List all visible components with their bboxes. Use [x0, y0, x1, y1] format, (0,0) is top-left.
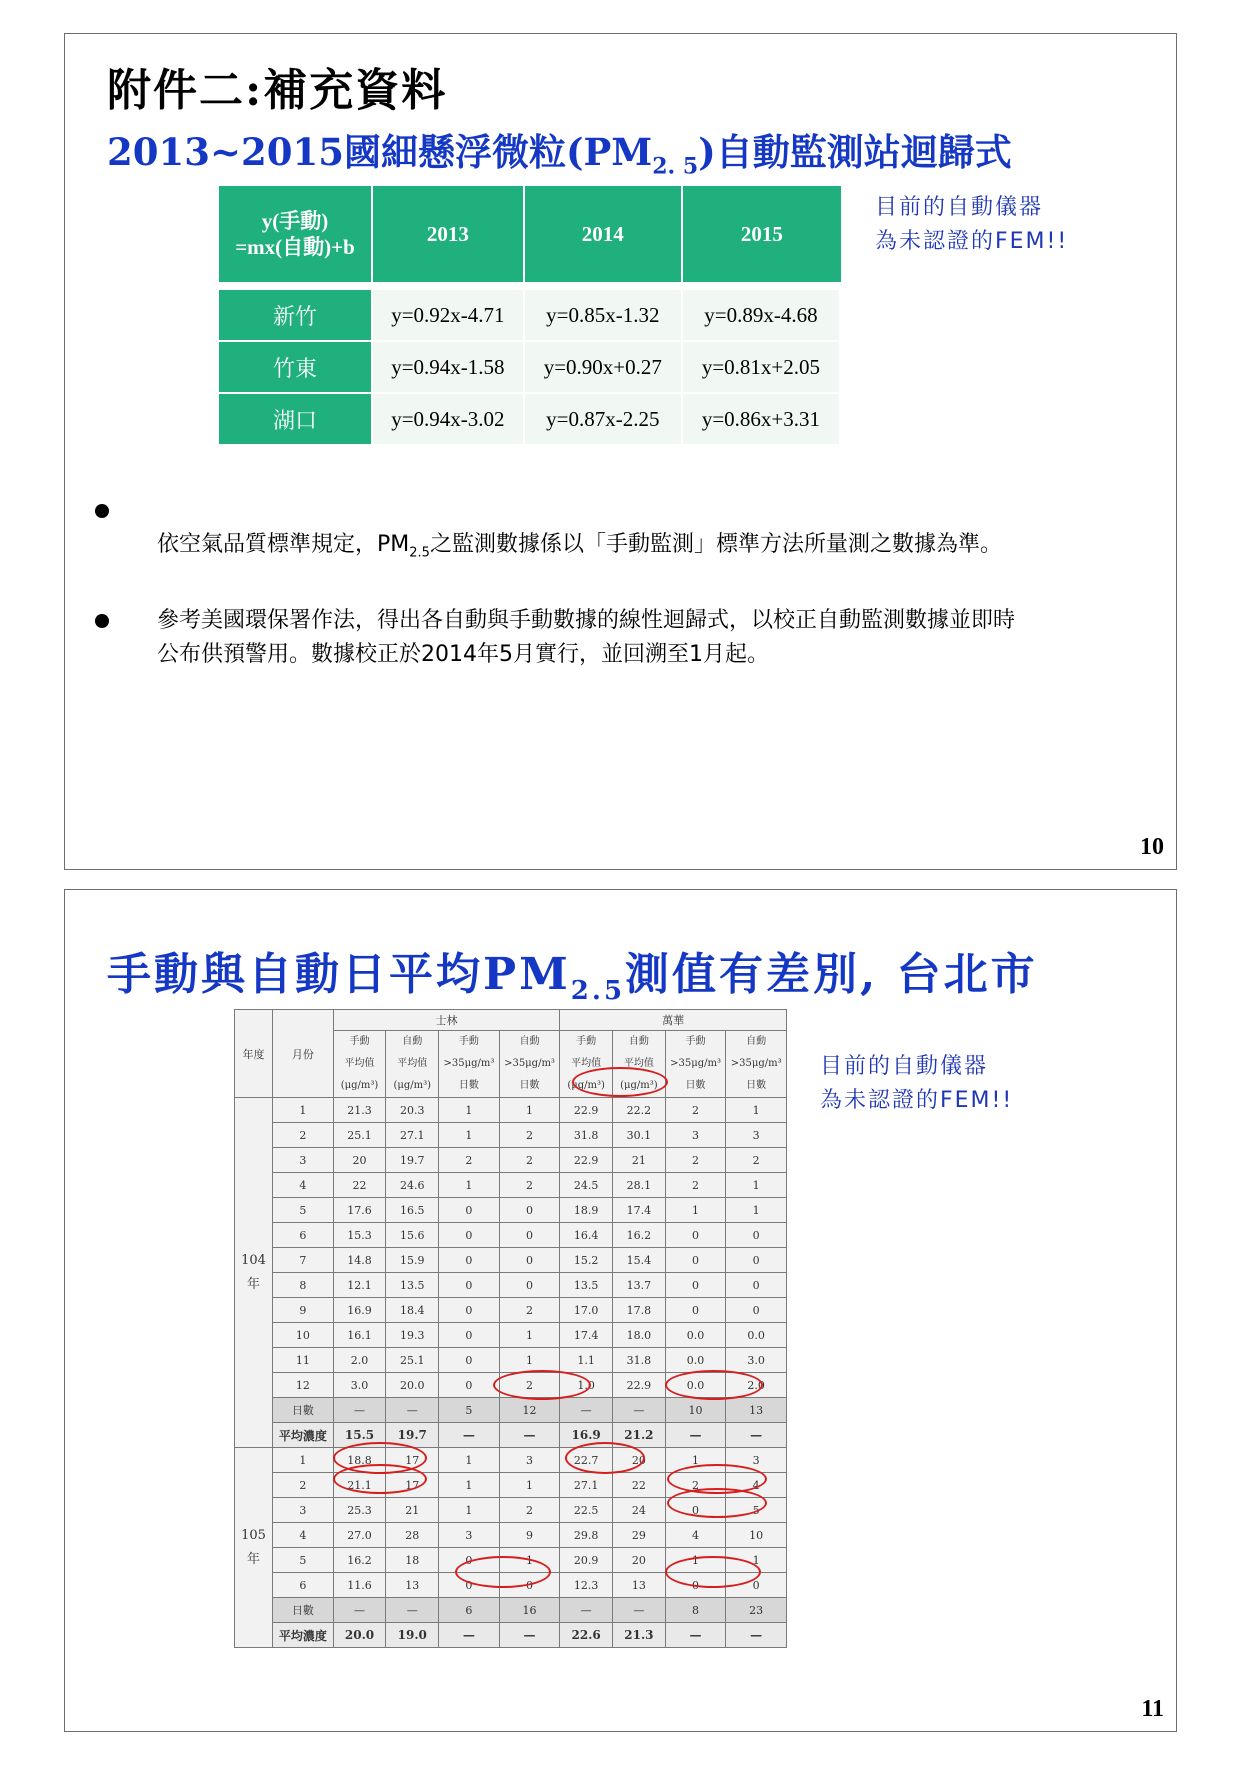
table-cell: 1	[726, 1173, 787, 1198]
table-cell: 13	[726, 1398, 787, 1423]
table-cell: 5	[726, 1498, 787, 1523]
sub-header: 手動 平均值 (μg/m³)	[333, 1031, 386, 1098]
table-cell: 24	[613, 1498, 666, 1523]
bullet-dot-icon	[95, 614, 109, 628]
table-cell: 2	[499, 1298, 560, 1323]
table-cell: 0	[665, 1248, 726, 1273]
month-cell: 6	[273, 1573, 334, 1598]
month-cell: 3	[273, 1498, 334, 1523]
table-cell: 18.8	[333, 1448, 386, 1473]
table-cell: 17.4	[560, 1323, 613, 1348]
table-cell: 1	[665, 1448, 726, 1473]
table-cell: —	[665, 1423, 726, 1448]
table-cell: 4	[665, 1523, 726, 1548]
table-cell: 1	[439, 1123, 500, 1148]
table-row	[235, 1548, 787, 1573]
table-header-2015: 2015	[683, 186, 841, 282]
table-header-2013: 2013	[373, 186, 525, 282]
table-cell: 2	[665, 1148, 726, 1173]
table-cell: —	[499, 1423, 560, 1448]
table-cell: —	[439, 1623, 500, 1648]
table-cell: —	[726, 1423, 787, 1448]
sub-header: 自動 >35μg/m³ 日數	[499, 1031, 560, 1098]
fem-note: 目前的自動儀器 為未認證的FEM!!	[875, 195, 1069, 254]
table-cell: 3	[726, 1123, 787, 1148]
table-cell: 20.9	[560, 1548, 613, 1573]
table-cell: 1	[439, 1173, 500, 1198]
table-cell: 21.3	[613, 1623, 666, 1648]
station-header-shilin: 士林	[333, 1010, 560, 1031]
average-row	[235, 1623, 787, 1648]
table-cell: 0.0	[726, 1323, 787, 1348]
table-cell: 16.1	[333, 1323, 386, 1348]
table-cell: 18.0	[613, 1323, 666, 1348]
table-row	[235, 1498, 787, 1523]
table-cell: 25.3	[333, 1498, 386, 1523]
month-cell: 2	[273, 1123, 334, 1148]
table-cell: —	[386, 1398, 439, 1423]
table-cell: 0	[439, 1323, 500, 1348]
table-cell: 0	[726, 1273, 787, 1298]
table-row	[235, 1448, 787, 1473]
table-cell: 15.3	[333, 1223, 386, 1248]
table-row	[219, 394, 841, 446]
month-cell: 1	[273, 1448, 334, 1473]
table-cell: 17.8	[613, 1298, 666, 1323]
table-cell: 5	[439, 1398, 500, 1423]
table-cell: 16.9	[560, 1423, 613, 1448]
bullet-item-2	[95, 604, 1095, 724]
table-cell: y=0.81x+2.05	[683, 342, 841, 394]
station-label: 竹東	[219, 342, 373, 394]
sub-header: 手動 >35μg/m³ 日數	[665, 1031, 726, 1098]
table-cell: —	[560, 1398, 613, 1423]
table-cell: 15.6	[386, 1223, 439, 1248]
table-cell: y=0.87x-2.25	[525, 394, 683, 446]
table-cell: —	[333, 1398, 386, 1423]
table-cell: 19.3	[386, 1323, 439, 1348]
table-cell: 1	[726, 1198, 787, 1223]
table-cell: 13	[613, 1573, 666, 1598]
year-cell: 105 年	[235, 1448, 273, 1648]
slide-subtitle: 2013~2015國細懸浮微粒$(PM_{2. 5})$自動監測站迴歸式	[107, 130, 1012, 180]
table-cell: 1	[665, 1198, 726, 1223]
table-row	[235, 1148, 787, 1173]
table-cell: 0	[499, 1223, 560, 1248]
table-cell: y=0.90x+0.27	[525, 342, 683, 394]
table-row	[219, 290, 841, 342]
table-cell: 2	[499, 1123, 560, 1148]
table-cell: 0.0	[665, 1323, 726, 1348]
table-cell: 1	[499, 1098, 560, 1123]
table-cell: 21	[613, 1148, 666, 1173]
table-cell: 0	[439, 1298, 500, 1323]
table-cell: 0	[439, 1573, 500, 1598]
table-cell: 22.5	[560, 1498, 613, 1523]
sub-header: 手動 平均值 (μg/m³)	[560, 1031, 613, 1098]
table-cell: y=0.85x-1.32	[525, 290, 683, 342]
table-cell: 0	[499, 1198, 560, 1223]
bullet-item-1	[95, 494, 1095, 614]
table-cell: 15.4	[613, 1248, 666, 1273]
table-row	[235, 1198, 787, 1223]
table-cell: 1	[499, 1473, 560, 1498]
table-cell: 14.8	[333, 1248, 386, 1273]
table-row	[235, 1323, 787, 1348]
table-cell: 4	[726, 1473, 787, 1498]
table-cell: 0	[726, 1298, 787, 1323]
table-cell: 21.2	[613, 1423, 666, 1448]
month-cell: 5	[273, 1548, 334, 1573]
table-cell: 2.0	[333, 1348, 386, 1373]
table-cell: 0	[439, 1223, 500, 1248]
table-cell: 21.3	[333, 1098, 386, 1123]
station-label: 新竹	[219, 290, 373, 342]
table-row	[235, 1098, 787, 1123]
slide-11	[64, 889, 1177, 1732]
sub-header: 自動 >35μg/m³ 日數	[726, 1031, 787, 1098]
table-cell: 9	[499, 1523, 560, 1548]
table-cell: 24.5	[560, 1173, 613, 1198]
page-number: 11	[1141, 1696, 1164, 1722]
month-cell: 9	[273, 1298, 334, 1323]
table-cell: 15.5	[333, 1423, 386, 1448]
table-cell: 0	[665, 1298, 726, 1323]
table-row	[235, 1173, 787, 1198]
table-row	[235, 1473, 787, 1498]
table-cell: y=0.94x-1.58	[373, 342, 525, 394]
table-cell: 22.9	[560, 1148, 613, 1173]
table-cell: 31.8	[613, 1348, 666, 1373]
table-cell: 0	[665, 1573, 726, 1598]
table-header-2014: 2014	[525, 186, 683, 282]
slide-title: 附件二:補充資料	[107, 65, 448, 116]
table-cell: 2	[499, 1373, 560, 1398]
table-cell: 27.1	[560, 1473, 613, 1498]
table-cell: 1	[726, 1098, 787, 1123]
table-cell: 17	[386, 1473, 439, 1498]
sub-header: 自動 平均值 (μg/m³)	[613, 1031, 666, 1098]
regression-table	[219, 186, 841, 446]
table-cell: 17.0	[560, 1298, 613, 1323]
table-cell: 0.0	[665, 1373, 726, 1398]
table-cell: 0	[439, 1198, 500, 1223]
table-cell: 31.8	[560, 1123, 613, 1148]
table-cell: —	[386, 1598, 439, 1623]
table-row	[235, 1523, 787, 1548]
table-cell: 0	[665, 1498, 726, 1523]
table-cell: 3	[726, 1448, 787, 1473]
table-cell: 23	[726, 1598, 787, 1623]
table-cell: 8	[665, 1598, 726, 1623]
month-cell: 11	[273, 1348, 334, 1373]
table-cell: 1.1	[560, 1348, 613, 1373]
table-cell: —	[333, 1598, 386, 1623]
table-cell: —	[560, 1598, 613, 1623]
month-cell: 7	[273, 1248, 334, 1273]
fem-note: 目前的自動儀器 為未認證的FEM!!	[820, 1054, 1014, 1113]
table-cell: 0.0	[665, 1348, 726, 1373]
row-label: 日數	[273, 1598, 334, 1623]
table-cell: 2	[499, 1148, 560, 1173]
bullet-text: 參考美國環保署作法，得出各自動與手動數據的線性迴歸式，以校正自動監測數據並即時公布供預警用。數據校正於2014年5月實行，並回溯至1月起。	[157, 608, 1016, 667]
table-cell: 0	[439, 1248, 500, 1273]
table-cell: 21	[386, 1498, 439, 1523]
station-label: 湖口	[219, 394, 373, 446]
table-cell: 22.9	[560, 1098, 613, 1123]
table-cell: 0	[439, 1548, 500, 1573]
table-cell: 16.5	[386, 1198, 439, 1223]
table-cell: 0	[726, 1573, 787, 1598]
table-cell: —	[726, 1623, 787, 1648]
table-cell: 16.4	[560, 1223, 613, 1248]
bullet-text: 依空氣品質標準規定，$PM_{2.5}$之監測數據係以「手動監測」標準方法所量測之數據為準。	[157, 532, 1002, 561]
table-cell: 0	[499, 1248, 560, 1273]
table-cell: y=0.94x-3.02	[373, 394, 525, 446]
table-cell: 17.4	[613, 1198, 666, 1223]
table-cell: 11.6	[333, 1573, 386, 1598]
table-cell: —	[665, 1623, 726, 1648]
slide-10	[64, 33, 1177, 870]
table-row	[235, 1123, 787, 1148]
table-cell: 2	[499, 1498, 560, 1523]
table-cell: 2	[726, 1148, 787, 1173]
table-cell: 29.8	[560, 1523, 613, 1548]
station-header-wanhua: 萬華	[560, 1010, 787, 1031]
table-cell: 0	[726, 1223, 787, 1248]
table-cell: 20	[613, 1548, 666, 1573]
table-cell: 12	[499, 1398, 560, 1423]
table-cell: 10	[665, 1398, 726, 1423]
table-cell: 22.7	[560, 1448, 613, 1473]
table-cell: 3	[499, 1448, 560, 1473]
table-cell: 10	[726, 1523, 787, 1548]
table-cell: 20.0	[386, 1373, 439, 1398]
table-cell: 20	[613, 1448, 666, 1473]
table-cell: 1.0	[560, 1373, 613, 1398]
table-cell: 22.2	[613, 1098, 666, 1123]
table-header-formula: y(手動) =mx(自動)+b	[219, 186, 373, 282]
table-cell: 20.0	[333, 1623, 386, 1648]
table-cell: 25.1	[386, 1348, 439, 1373]
table-cell: 17	[386, 1448, 439, 1473]
month-cell: 8	[273, 1273, 334, 1298]
table-cell: 28	[386, 1523, 439, 1548]
month-cell: 1	[273, 1098, 334, 1123]
table-cell: 17.6	[333, 1198, 386, 1223]
table-cell: 16.2	[333, 1548, 386, 1573]
table-cell: 22	[333, 1173, 386, 1198]
table-cell: 12.1	[333, 1273, 386, 1298]
month-cell: 4	[273, 1173, 334, 1198]
table-cell: 1	[499, 1548, 560, 1573]
table-cell: 1	[665, 1548, 726, 1573]
count-row	[235, 1398, 787, 1423]
row-label: 平均濃度	[273, 1423, 334, 1448]
table-cell: 25.1	[333, 1123, 386, 1148]
table-cell: 2	[499, 1173, 560, 1198]
page-number: 10	[1140, 834, 1164, 860]
sub-header: 手動 >35μg/m³ 日數	[439, 1031, 500, 1098]
table-cell: 20.3	[386, 1098, 439, 1123]
table-cell: —	[439, 1423, 500, 1448]
table-cell: 13.5	[386, 1273, 439, 1298]
table-cell: 2	[439, 1148, 500, 1173]
slide-title: 手動與自動日平均$PM_{2.5}$測值有差別, 台北市	[107, 949, 1038, 1006]
table-cell: 0	[499, 1273, 560, 1298]
table-cell: 15.2	[560, 1248, 613, 1273]
table-cell: 1	[726, 1548, 787, 1573]
table-cell: 30.1	[613, 1123, 666, 1148]
table-cell: 16	[499, 1598, 560, 1623]
table-cell: 28.1	[613, 1173, 666, 1198]
table-cell: 3	[439, 1523, 500, 1548]
table-cell: —	[613, 1398, 666, 1423]
table-cell: 15.9	[386, 1248, 439, 1273]
table-cell: 1	[439, 1473, 500, 1498]
table-cell: 16.9	[333, 1298, 386, 1323]
table-cell: 29	[613, 1523, 666, 1548]
count-row	[235, 1598, 787, 1623]
table-row	[235, 1273, 787, 1298]
table-row	[235, 1298, 787, 1323]
table-cell: 1	[499, 1323, 560, 1348]
table-cell: 21.1	[333, 1473, 386, 1498]
table-cell: 0	[439, 1273, 500, 1298]
table-cell: 2.0	[726, 1373, 787, 1398]
pm25-comparison-table	[234, 1009, 787, 1648]
table-cell: 13	[386, 1573, 439, 1598]
table-cell: 22.6	[560, 1623, 613, 1648]
table-cell: 27.0	[333, 1523, 386, 1548]
table-cell: 1	[439, 1098, 500, 1123]
table-cell: —	[613, 1598, 666, 1623]
table-row	[235, 1373, 787, 1398]
month-cell: 5	[273, 1198, 334, 1223]
table-cell: 13.5	[560, 1273, 613, 1298]
table-cell: 16.2	[613, 1223, 666, 1248]
sub-header: 自動 平均值 (μg/m³)	[386, 1031, 439, 1098]
year-cell: 104 年	[235, 1098, 273, 1448]
table-row	[235, 1348, 787, 1373]
bullet-dot-icon	[95, 504, 109, 518]
table-row	[235, 1573, 787, 1598]
table-cell: 3	[665, 1123, 726, 1148]
month-cell: 2	[273, 1473, 334, 1498]
table-cell: y=0.86x+3.31	[683, 394, 841, 446]
table-cell: 19.7	[386, 1423, 439, 1448]
table-cell: 1	[439, 1498, 500, 1523]
table-cell: 2	[665, 1473, 726, 1498]
table-cell: 6	[439, 1598, 500, 1623]
table-cell: 18.9	[560, 1198, 613, 1223]
table-cell: 18	[386, 1548, 439, 1573]
table-cell: 3.0	[333, 1373, 386, 1398]
table-cell: 0	[499, 1573, 560, 1598]
table-cell: 0	[439, 1348, 500, 1373]
table-cell: 22.9	[613, 1373, 666, 1398]
table-cell: 0	[665, 1273, 726, 1298]
average-row	[235, 1423, 787, 1448]
table-row	[219, 342, 841, 394]
table-cell: —	[499, 1623, 560, 1648]
table-row	[235, 1248, 787, 1273]
col-year-header: 年度	[235, 1010, 273, 1098]
row-label: 日數	[273, 1398, 334, 1423]
table-cell: 0	[439, 1373, 500, 1398]
table-cell: 2	[665, 1098, 726, 1123]
table-cell: 12.3	[560, 1573, 613, 1598]
table-cell: 24.6	[386, 1173, 439, 1198]
table-cell: 13.7	[613, 1273, 666, 1298]
row-label: 平均濃度	[273, 1623, 334, 1648]
table-cell: 18.4	[386, 1298, 439, 1323]
table-cell: 3.0	[726, 1348, 787, 1373]
month-cell: 4	[273, 1523, 334, 1548]
table-cell: 20	[333, 1148, 386, 1173]
table-cell: 27.1	[386, 1123, 439, 1148]
col-month-header: 月份	[273, 1010, 334, 1098]
month-cell: 6	[273, 1223, 334, 1248]
month-cell: 12	[273, 1373, 334, 1398]
table-cell: 0	[665, 1223, 726, 1248]
table-cell: 1	[499, 1348, 560, 1373]
table-cell: 19.7	[386, 1148, 439, 1173]
table-cell: y=0.89x-4.68	[683, 290, 841, 342]
table-cell: 1	[439, 1448, 500, 1473]
month-cell: 10	[273, 1323, 334, 1348]
month-cell: 3	[273, 1148, 334, 1173]
table-cell: 22	[613, 1473, 666, 1498]
table-cell: 2	[665, 1173, 726, 1198]
table-cell: 0	[726, 1248, 787, 1273]
table-cell: 19.0	[386, 1623, 439, 1648]
table-row	[235, 1223, 787, 1248]
table-cell: y=0.92x-4.71	[373, 290, 525, 342]
